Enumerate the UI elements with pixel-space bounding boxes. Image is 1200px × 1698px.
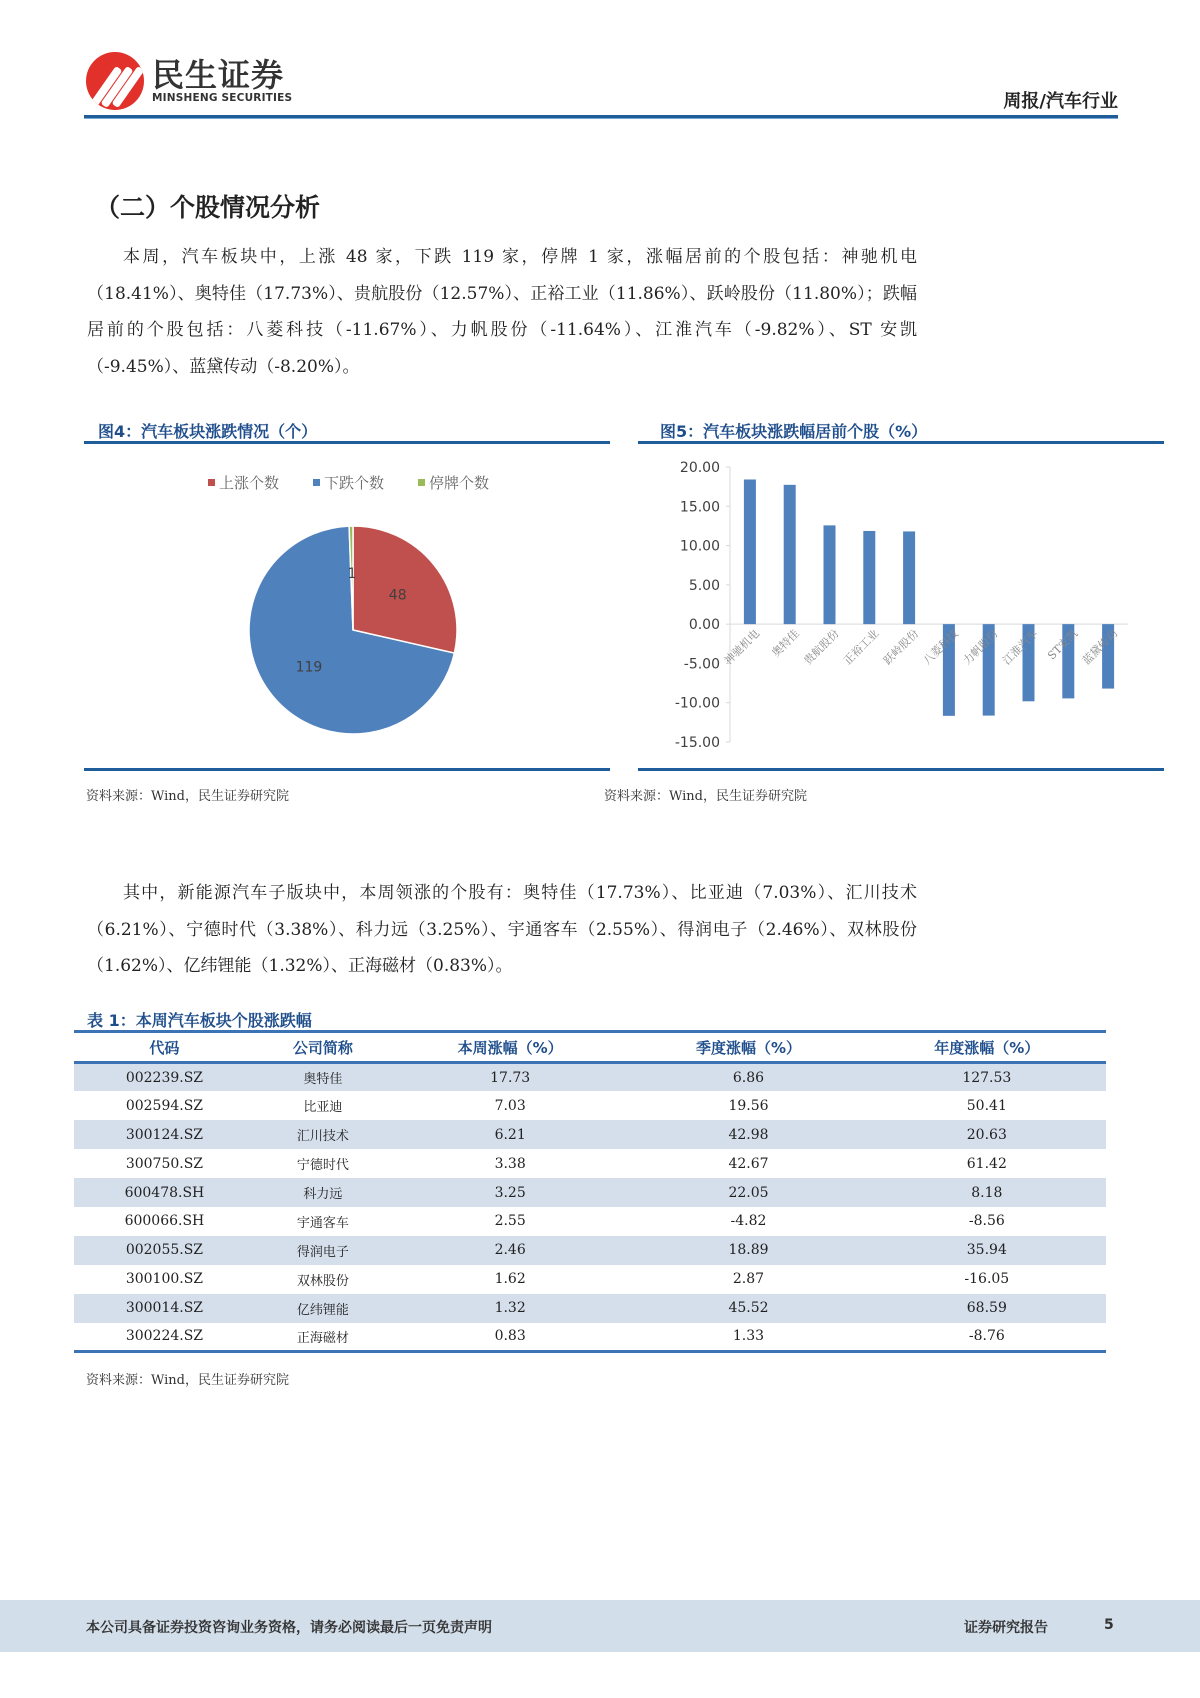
table-cell: -8.76 — [868, 1323, 1106, 1352]
table-cell: 600066.SH — [124, 1213, 205, 1230]
table-cell: 宁德时代 — [296, 1158, 349, 1174]
column-header: 公司简称 — [255, 1032, 391, 1063]
fig4-bottom-rule — [84, 768, 610, 771]
legend-label: 下跌个数 — [324, 474, 385, 492]
table-cell: 20.63 — [868, 1120, 1106, 1149]
table-cell: 300124.SZ — [74, 1120, 255, 1149]
table-cell: 1.32 — [391, 1294, 629, 1323]
table-cell: 300100.SZ — [125, 1271, 204, 1288]
table-cell: 双林股份 — [296, 1273, 349, 1289]
x-tick-label: 力帆股份 — [960, 627, 1001, 668]
x-tick-label: 跃岭股份 — [880, 627, 922, 668]
table-cell: 300014.SZ — [74, 1294, 255, 1323]
table-cell: 300750.SZ — [125, 1155, 204, 1172]
y-tick-label: -10.00 — [674, 695, 720, 712]
page-footer — [0, 1600, 1200, 1652]
table-row — [74, 1149, 1106, 1178]
bar-chart — [638, 450, 1164, 765]
header-divider — [84, 115, 1118, 119]
table-cell: 2.87 — [732, 1271, 765, 1288]
pie-data-label: 119 — [295, 659, 323, 676]
bar — [824, 525, 836, 624]
legend-label: 停牌个数 — [429, 474, 490, 492]
table-row — [74, 1091, 1106, 1120]
table-cell: 19.56 — [728, 1097, 769, 1114]
table-cell: 8.18 — [868, 1178, 1106, 1207]
brand-name-en: MINSHENG SECURITIES — [152, 92, 293, 104]
x-tick-label: ST安凯 — [1045, 627, 1081, 663]
doc-type: 证券研究报告 — [964, 1620, 1048, 1636]
table-row — [74, 1265, 1106, 1294]
report-type: 周报/汽车行业 — [1003, 91, 1118, 112]
y-tick-label: 20.00 — [679, 460, 720, 476]
table-cell: 002055.SZ — [74, 1236, 255, 1265]
y-tick-label: 5.00 — [688, 577, 720, 594]
x-tick-label: 八菱科技 — [920, 627, 962, 668]
bar — [784, 485, 796, 624]
table-row — [74, 1294, 1106, 1323]
table-cell: 17.73 — [391, 1063, 629, 1092]
x-tick-label: 神驰机电 — [721, 627, 763, 668]
table-cell: 奥特佳 — [255, 1063, 391, 1092]
pie-data-label: 48 — [388, 587, 407, 604]
table-cell: 6.21 — [391, 1120, 629, 1149]
table-row — [74, 1236, 1106, 1265]
table-source: 资料来源：Wind，民生证券研究院 — [86, 1373, 289, 1388]
y-tick-label: 15.00 — [679, 499, 720, 516]
table-row — [74, 1207, 1106, 1236]
table-title: 表 1：本周汽车板块个股涨跌幅 — [87, 1011, 312, 1030]
pie-data-label: 1 — [347, 565, 357, 582]
legend-swatch — [313, 479, 320, 486]
table-cell: 6.86 — [629, 1063, 867, 1092]
table-cell: 45.52 — [629, 1294, 867, 1323]
table-cell: 宇通客车 — [296, 1215, 349, 1231]
table-cell: 300224.SZ — [74, 1323, 255, 1352]
table-cell: 得润电子 — [255, 1236, 391, 1265]
paragraph-nev: 其中，新能源汽车子版块中，本周领涨的个股有：奥特佳（17.73%）、比亚迪（7.03%）、汇川技术（6.21%）、宁德时代（3.38%）、科力远（3.25%）、宇通客车（2.55%）、得润电子（2.46%）、双林股份（1.62%）、亿纬锂能（1.32%）、正海磁材（0.83%）。 — [87, 883, 917, 976]
table-cell: 2.55 — [494, 1213, 526, 1230]
column-header: 年度涨幅（%） — [868, 1032, 1106, 1063]
table-cell: 22.05 — [629, 1178, 867, 1207]
pie-chart-title: 图4：汽车板块涨跌情况（个） — [98, 422, 318, 441]
table-cell: -4.82 — [730, 1213, 767, 1230]
table-cell: 亿纬锂能 — [255, 1294, 391, 1323]
brand-logo — [86, 52, 292, 110]
table-cell: 50.41 — [966, 1097, 1007, 1114]
logo-icon — [86, 52, 144, 110]
table-cell: 0.83 — [391, 1323, 629, 1352]
fig5-source: 资料来源：Wind，民生证券研究院 — [604, 789, 807, 804]
table-cell: 3.38 — [494, 1155, 526, 1172]
column-header: 季度涨幅（%） — [629, 1032, 867, 1063]
table-cell: 7.03 — [494, 1097, 526, 1114]
stock-table — [74, 1030, 1106, 1353]
table-cell: 正海磁材 — [255, 1323, 391, 1352]
fig4-source: 资料来源：Wind，民生证券研究院 — [86, 789, 289, 804]
bar — [744, 479, 756, 624]
table-cell: 127.53 — [868, 1063, 1106, 1092]
table-cell: 3.25 — [391, 1178, 629, 1207]
table-cell: 2.46 — [391, 1236, 629, 1265]
table-cell: -8.56 — [968, 1213, 1005, 1230]
x-tick-label: 蓝黛传动 — [1079, 627, 1121, 668]
table-cell: 002594.SZ — [125, 1097, 204, 1114]
table-cell: 42.98 — [629, 1120, 867, 1149]
y-tick-label: -15.00 — [674, 735, 720, 751]
table-row — [74, 1178, 1106, 1207]
disclaimer-text: 本公司具备证券投资咨询业务资格，请务必阅读最后一页免责声明 — [86, 1620, 492, 1636]
bar — [903, 531, 915, 624]
fig4-top-rule — [84, 441, 610, 444]
x-tick-label: 奥特佳 — [769, 627, 802, 660]
bar-chart-title: 图5：汽车板块涨跌幅居前个股（%） — [660, 422, 928, 441]
table-cell: 42.67 — [728, 1155, 769, 1172]
pie-chart — [84, 450, 610, 765]
column-header: 代码 — [74, 1032, 255, 1063]
table-cell: 002239.SZ — [74, 1063, 255, 1092]
table-cell: 61.42 — [966, 1155, 1007, 1172]
y-tick-label: 10.00 — [679, 538, 720, 555]
table-row — [74, 1323, 1106, 1352]
table-cell: 比亚迪 — [303, 1100, 343, 1116]
table-row — [74, 1063, 1106, 1092]
column-header: 本周涨幅（%） — [391, 1032, 629, 1063]
brand-name-cn: 民生证券 — [152, 56, 285, 94]
table-cell: 68.59 — [868, 1294, 1106, 1323]
table-cell: 600478.SH — [74, 1178, 255, 1207]
fig5-bottom-rule — [638, 768, 1164, 771]
table-cell: 科力远 — [255, 1178, 391, 1207]
table-cell: 汇川技术 — [255, 1120, 391, 1149]
legend-swatch — [208, 479, 215, 486]
y-tick-label: -5.00 — [683, 656, 720, 673]
table-cell: 35.94 — [868, 1236, 1106, 1265]
table-cell: 1.33 — [629, 1323, 867, 1352]
x-tick-label: 正裕工业 — [841, 627, 882, 668]
table-cell: 1.62 — [494, 1271, 526, 1288]
section-title: （二）个股情况分析 — [95, 193, 321, 222]
fig5-top-rule — [638, 441, 1164, 444]
x-tick-label: 江淮汽车 — [1000, 627, 1041, 668]
table-cell: -16.05 — [964, 1271, 1010, 1288]
legend-swatch — [418, 479, 425, 486]
x-tick-label: 贵航股份 — [801, 627, 842, 668]
table-row — [74, 1120, 1106, 1149]
legend-label: 上涨个数 — [219, 474, 280, 492]
y-tick-label: 0.00 — [688, 617, 720, 634]
paragraph-summary: 本周，汽车板块中，上涨 48 家，下跌 119 家，停牌 1 家，涨幅居前的个股包括：神驰机电（18.41%）、奥特佳（17.73%）、贵航股份（12.57%）、正裕工业（11.86%）、跃岭股份（11.80%）；跌幅居前的个股包括：八菱科技（-11.67%）、力帆股份（-11.64%）、江淮汽车（-9.82%）、ST 安凯（-9.45%）、蓝黛传动（-8.20%）。 — [87, 247, 917, 377]
page-number: 5 — [1104, 1617, 1114, 1633]
table-cell: 18.89 — [629, 1236, 867, 1265]
bar — [863, 531, 875, 624]
